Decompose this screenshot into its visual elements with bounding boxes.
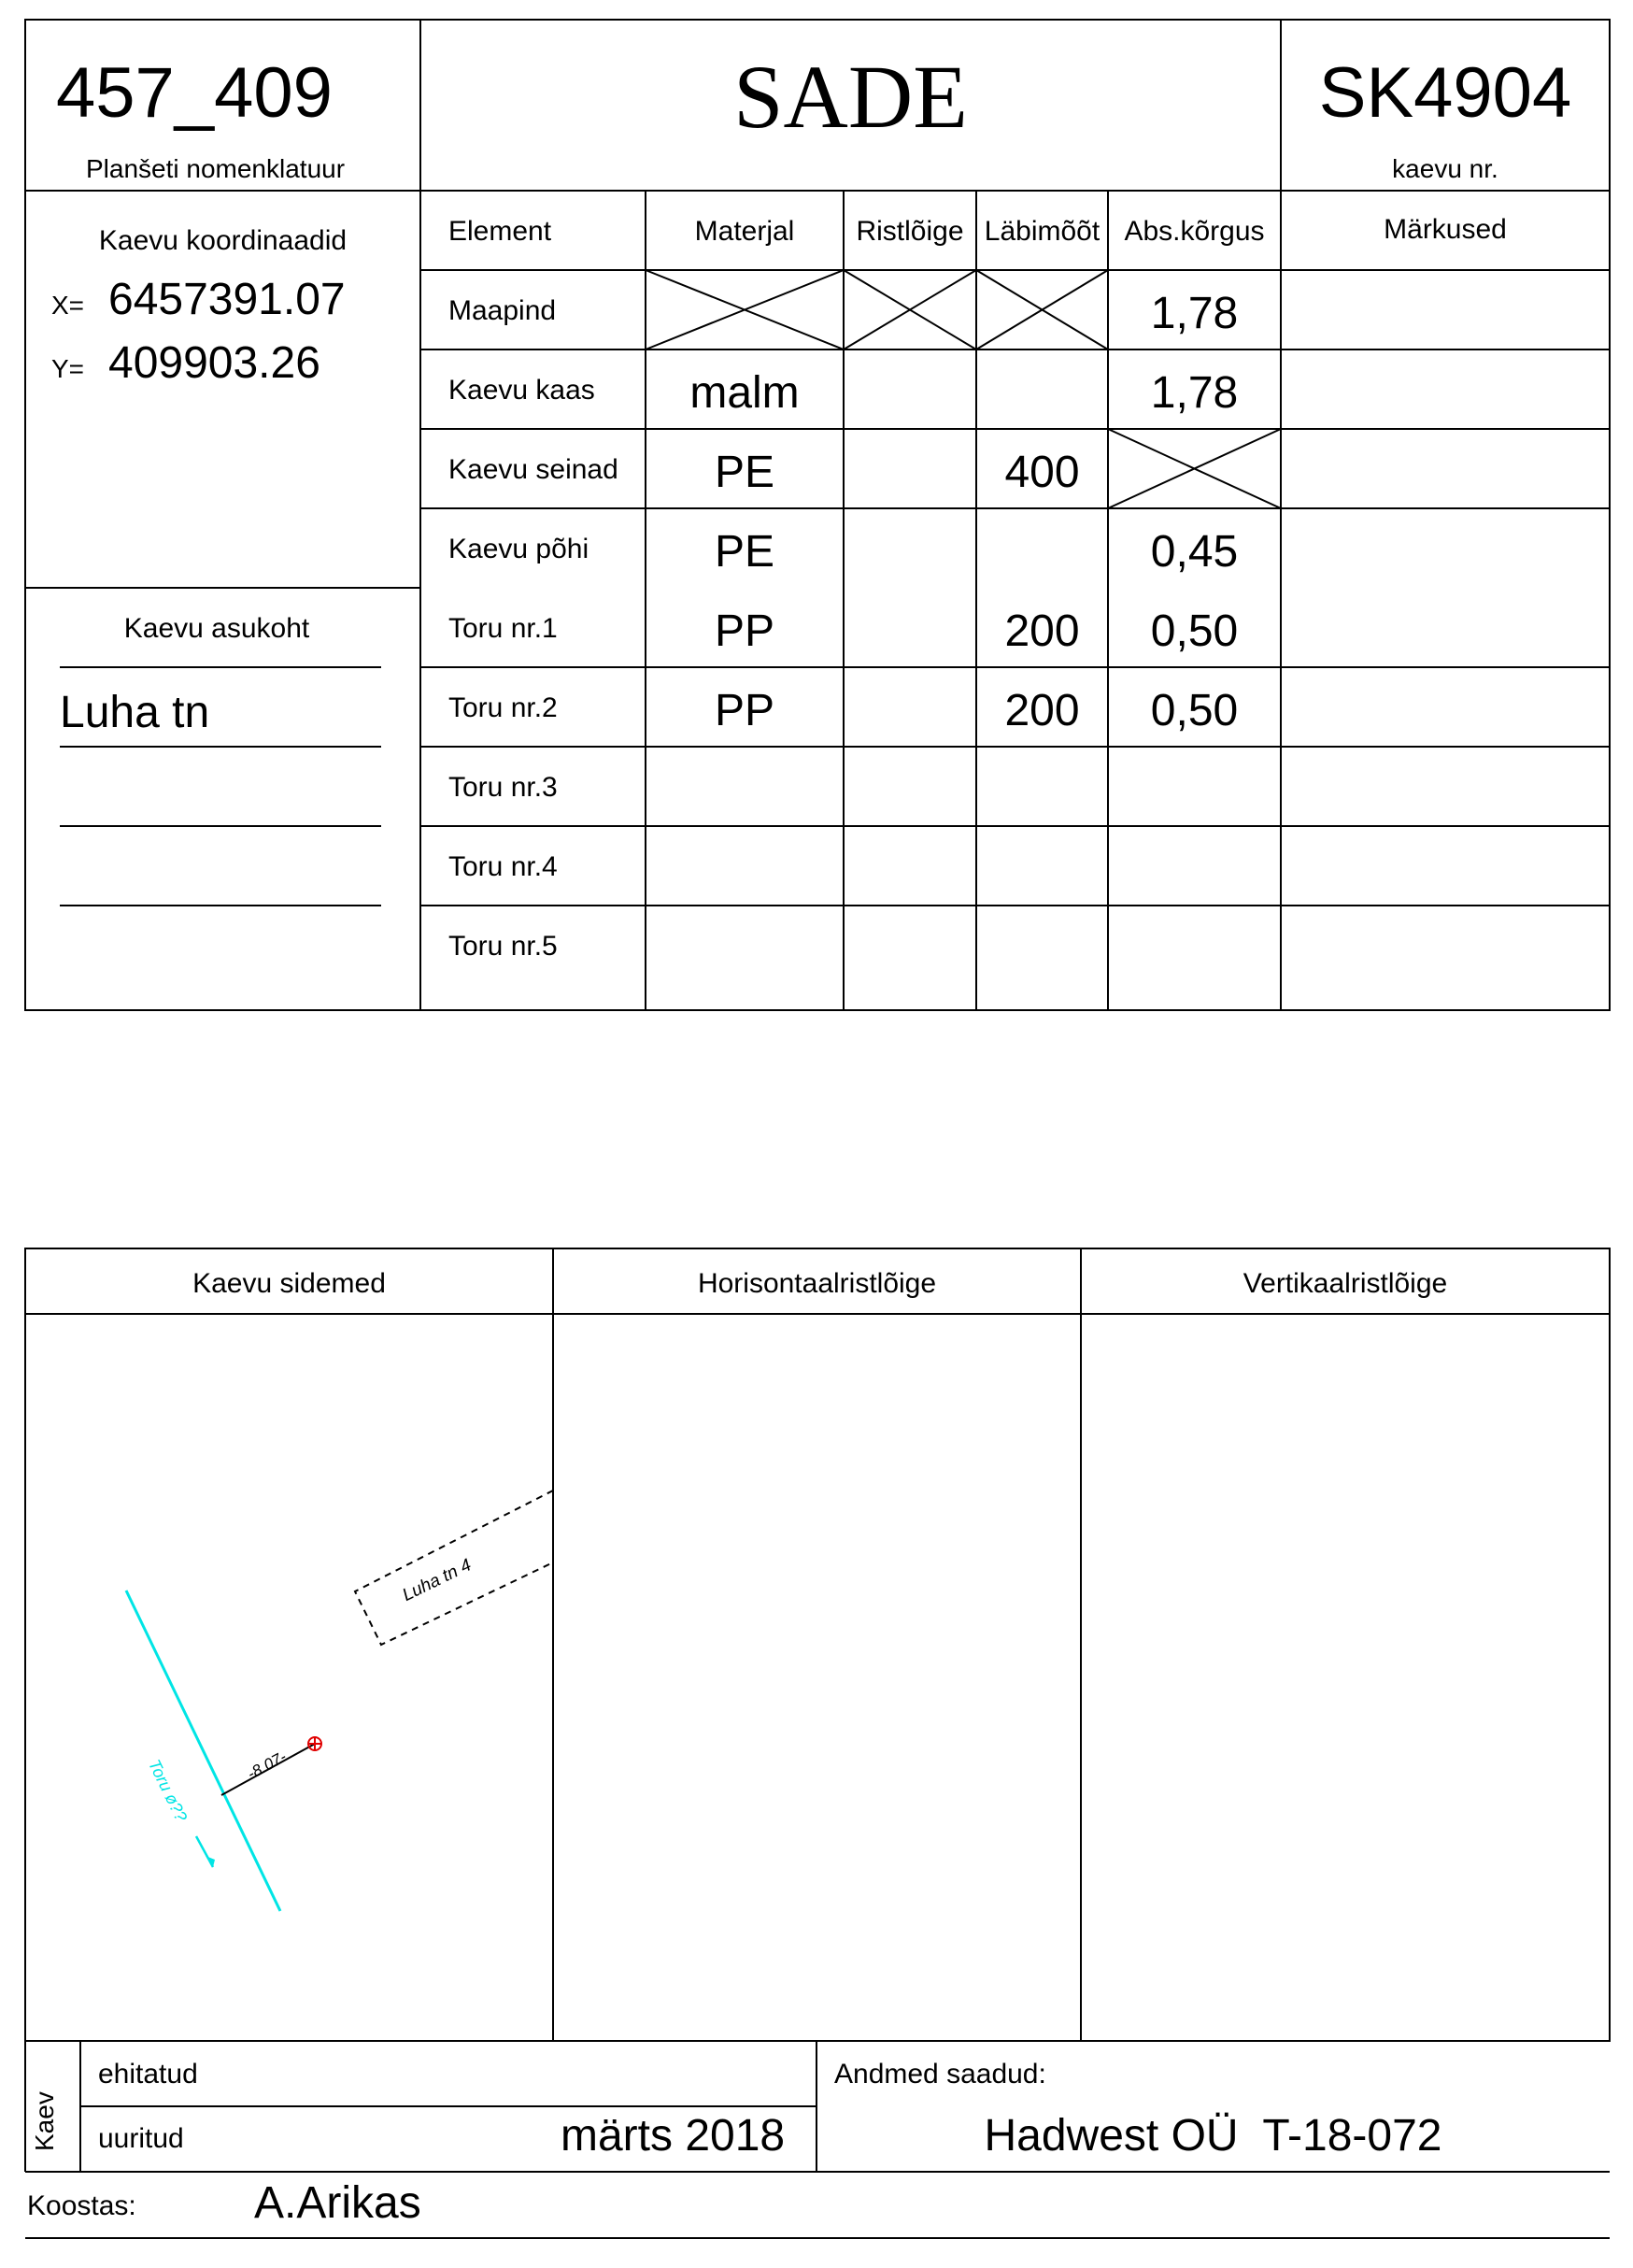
distance-label: -8.07-	[244, 1747, 290, 1783]
row-material: PE	[714, 527, 775, 577]
surveyed-value: märts 2018	[561, 2111, 786, 2161]
row-element: Toru nr.4	[448, 851, 558, 882]
row-diameter: 200	[1004, 606, 1080, 656]
location-sketch	[126, 1491, 553, 1911]
row-element: Kaevu kaas	[448, 375, 595, 406]
location-title: Kaevu asukoht	[123, 613, 310, 644]
row-element: Maapind	[448, 295, 557, 326]
header-markused: Märkused	[1384, 214, 1507, 245]
manhole-number: SK4904	[1318, 53, 1572, 133]
header-labimoot: Läbimõõt	[984, 216, 1100, 247]
header-element: Element	[448, 216, 552, 247]
built-label: ehitatud	[98, 2059, 198, 2090]
building-label: Luha tn 4	[399, 1555, 475, 1605]
surveyed-label: uuritud	[98, 2123, 184, 2154]
header-abs-korgus: Abs.kõrgus	[1124, 216, 1265, 247]
y-coordinate: 409903.26	[108, 338, 320, 388]
row-element: Kaevu seinad	[448, 454, 618, 485]
row-material: PE	[714, 448, 775, 497]
y-label: Y=	[51, 354, 85, 383]
row-abs: 0,50	[1150, 686, 1239, 735]
sheet-code-label: Planšeti nomenklatuur	[86, 154, 346, 183]
row-diameter: 200	[1004, 686, 1080, 735]
row-material: PP	[714, 686, 775, 735]
row-element: Toru nr.3	[448, 772, 558, 803]
manhole-number-label: kaevu nr.	[1392, 154, 1498, 183]
row-element: Toru nr.5	[448, 931, 558, 962]
row-material: malm	[689, 368, 800, 418]
header-materjal: Materjal	[694, 216, 795, 247]
row-material: PP	[714, 606, 775, 656]
document-title: SADE	[733, 47, 968, 147]
row-element: Toru nr.1	[448, 613, 558, 644]
row-abs: 1,78	[1150, 368, 1239, 418]
row-abs: 0,50	[1150, 606, 1239, 656]
kaev-side-label: Kaev	[30, 2091, 59, 2151]
panel-title-ties: Kaevu sidemed	[192, 1268, 386, 1299]
x-label: X=	[51, 291, 85, 320]
author-label: Koostas:	[27, 2190, 136, 2221]
row-abs: 1,78	[1150, 289, 1239, 338]
coordinates-title: Kaevu koordinaadid	[98, 225, 348, 256]
header-ristloige: Ristlõige	[856, 216, 964, 247]
source-value: Hadwest OÜ T-18-072	[984, 2111, 1442, 2161]
sheet-code: 457_409	[56, 53, 333, 133]
location-line-1: Luha tn	[60, 688, 210, 737]
manhole-marker-icon	[308, 1737, 321, 1750]
row-diameter: 400	[1004, 448, 1080, 497]
pipe-label: Toru ø??	[144, 1756, 192, 1825]
author-value: A.Arikas	[254, 2178, 421, 2228]
panel-title-vertical: Vertikaalristlõige	[1242, 1268, 1448, 1299]
row-element: Toru nr.2	[448, 692, 558, 723]
row-element: Kaevu põhi	[448, 534, 589, 564]
source-label: Andmed saadud:	[834, 2059, 1046, 2090]
x-coordinate: 6457391.07	[108, 275, 346, 324]
row-abs: 0,45	[1150, 527, 1239, 577]
panel-title-horizontal: Horisontaalristlõige	[697, 1268, 937, 1299]
pipe-line	[126, 1590, 280, 1911]
